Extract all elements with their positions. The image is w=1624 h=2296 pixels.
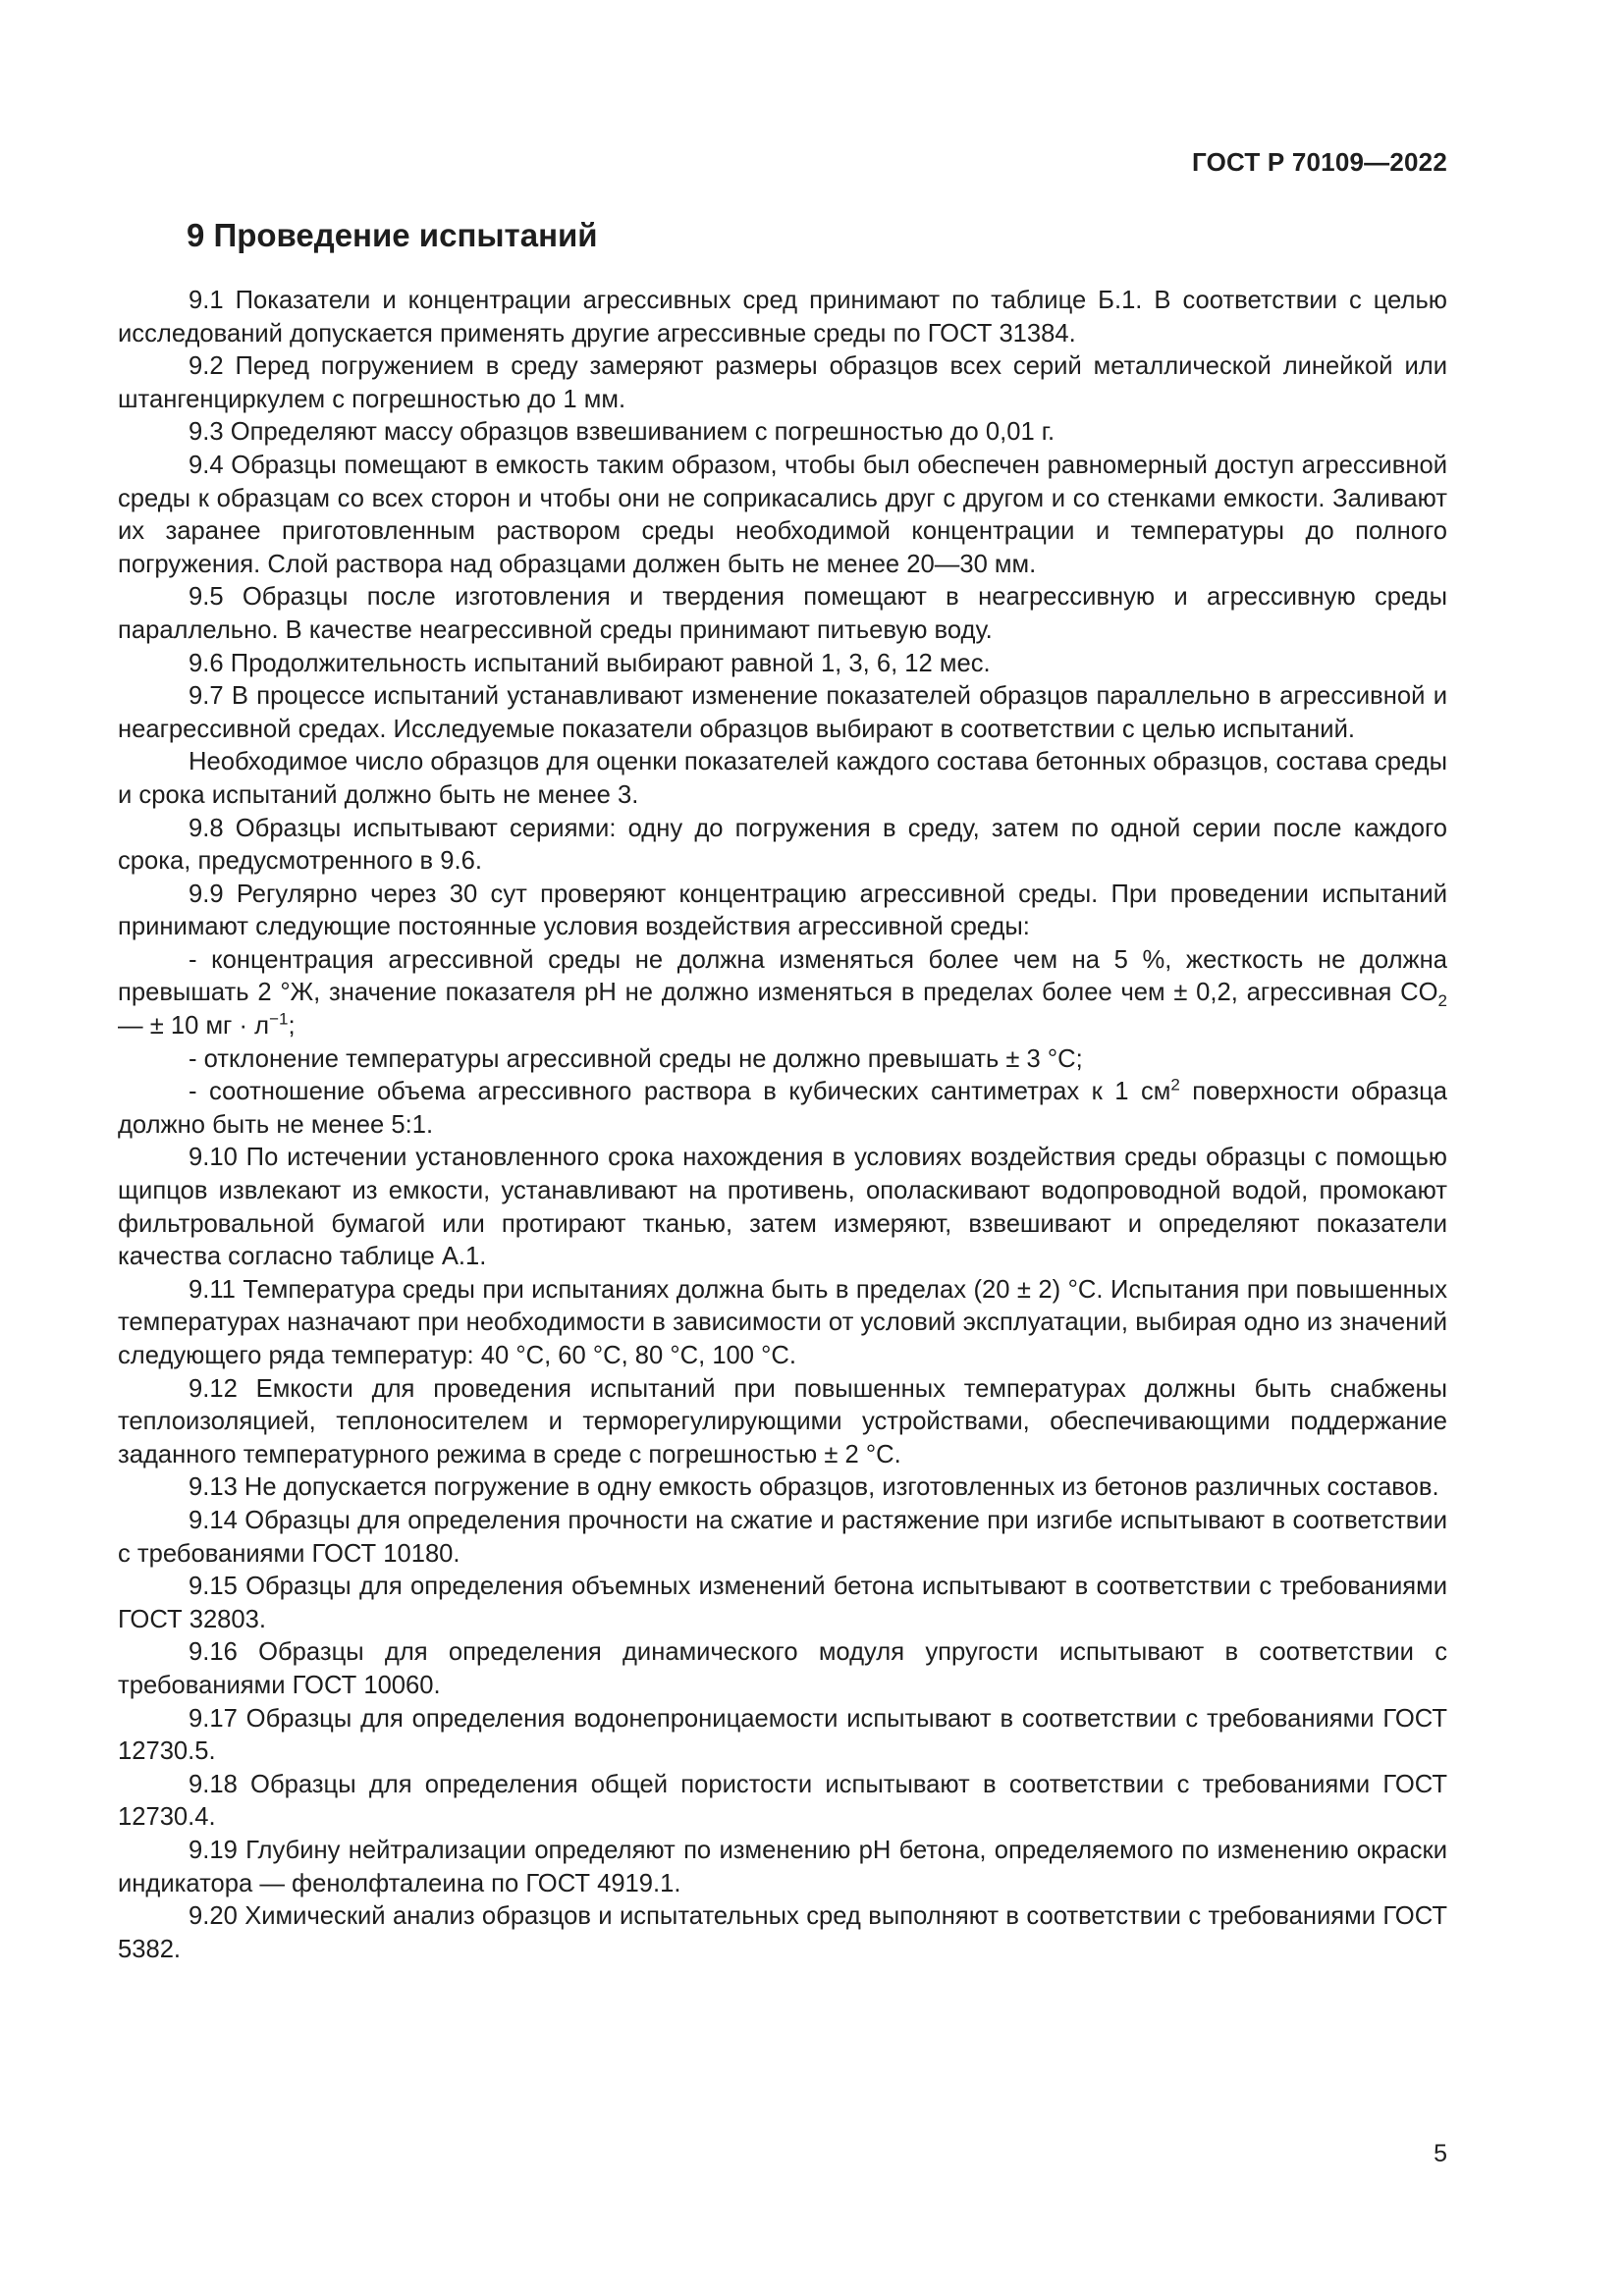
paragraph-9-11: 9.11 Температура среды при испытаниях должна быть в пределах (20 ± 2) °С. Испытания при повышенных температурах назначают при необходимости в зависимости от условий эксплуатации, выбирая одно из значений следующего ряда температур: 40 °С, 60 °С, 80 °С, 100 °С. [118, 1275, 1447, 1369]
paragraph-9-8: 9.8 Образцы испытывают сериями: одну до погружения в среду, затем по одной серии после каждого срока, предусмотренного в 9.6. [118, 814, 1447, 876]
paragraph-9-13: 9.13 Не допускается погружение в одну емкость образцов, изготовленных из бетонов различных составов. [189, 1473, 1439, 1502]
superscript: 2 [1170, 1075, 1180, 1095]
document-header-id: ГОСТ Р 70109—2022 [1192, 147, 1447, 177]
paragraph-9-12: 9.12 Емкости для проведения испытаний при повышенных температурах должны быть снабжены теплоизоляцией, теплоносителем и терморегулирующими устройствами, обеспечивающими поддержание заданного температурного режима в среде с погрешностью ± 2 °С. [118, 1374, 1447, 1468]
paragraph-9-7-continuation: Необходимое число образцов для оценки показателей каждого состава бетонных образцов, состава среды и срока испытаний должно быть не менее 3. [118, 748, 1448, 809]
page-number: 5 [1434, 2140, 1447, 2167]
list-item-text: - соотношение объема агрессивного раствора в кубических сантиметрах к 1 см [189, 1078, 1171, 1106]
list-item-volume-ratio [118, 1076, 1447, 1142]
paragraph-9-19: 9.19 Глубину нейтрализации определяют по изменению pH бетона, определяемого по изменению окраски индикатора — фенолфталеина по ГОСТ 4919.1. [118, 1836, 1447, 1897]
list-item-text: - концентрация агрессивной среды не должна изменяться более чем на 5 %, жесткость не должна превышать 2 °Ж, значение показателя pH не должно изменяться в пределах более чем ± 0,2, агрессивная CO [118, 945, 1447, 1007]
paragraph-9-6: 9.6 Продолжительность испытаний выбирают равной 1, 3, 6, 12 мес. [189, 649, 991, 677]
paragraph-9-4: 9.4 Образцы помещают в емкость таким образом, чтобы был обеспечен равномерный доступ агрессивной среды к образцам со всех сторон и чтобы они не соприкасались друг с другом и со стенками емкости. Заливают их заранее приготовленным раствором среды необходимой концентрации и температуры до полного погружения. Слой раствора над образцами должен быть не менее 20—30 мм. [118, 451, 1447, 578]
paragraph-9-3: 9.3 Определяют массу образцов взвешиванием с погрешностью до 0,01 г. [189, 418, 1056, 447]
paragraph-9-20: 9.20 Химический анализ образцов и испытательных сред выполняют в соответствии с требованиями ГОСТ 5382. [118, 1902, 1447, 1963]
superscript: −1 [269, 1009, 289, 1029]
paragraph-9-16: 9.16 Образцы для определения динамического модуля упругости испытывают в соответствии с требованиями ГОСТ 10060. [118, 1638, 1447, 1699]
list-item-text: поверхности образца должно быть не менее 5:1. [118, 1078, 1447, 1139]
subscript: 2 [1437, 991, 1447, 1011]
paragraph-9-9: 9.9 Регулярно через 30 сут проверяют концентрацию агрессивной среды. При проведении испытаний принимают следующие постоянные условия воздействия агрессивной среды: [118, 880, 1447, 941]
paragraph-9-10: 9.10 По истечении установленного срока нахождения в условиях воздействия среды образцы с помощью щипцов извлекают из емкости, устанавливают на противень, ополаскивают водопроводной водой, промокают фильтровальной бумагой или протирают тканью, затем измеряют, взвешивают и определяют показатели качества согласно таблице А.1. [118, 1144, 1447, 1271]
paragraph-9-14: 9.14 Образцы для определения прочности на сжатие и растяжение при изгибе испытывают в соответствии с требованиями ГОСТ 10180. [118, 1506, 1447, 1568]
paragraph-9-15: 9.15 Образцы для определения объемных изменений бетона испытывают в соответствии с требованиями ГОСТ 32803. [118, 1573, 1447, 1633]
list-item-text: — ± 10 мг · л [118, 1012, 270, 1041]
section-title: 9 Проведение испытаний [187, 217, 598, 253]
paragraph-9-18: 9.18 Образцы для определения общей пористости испытывают в соответствии с требованиями ГОСТ 12730.4. [118, 1770, 1447, 1832]
paragraph-9-2: 9.2 Перед погружением в среду замеряют размеры образцов всех серий металлической линейкой или штангенциркулем с погрешностью до 1 мм. [118, 352, 1447, 413]
paragraph-9-5: 9.5 Образцы после изготовления и твердения помещают в неагрессивную и агрессивную среды параллельно. В качестве неагрессивной среды принимают питьевую воду. [118, 583, 1447, 644]
list-item-concentration [118, 944, 1447, 1043]
paragraph-9-1: 9.1 Показатели и концентрации агрессивных сред принимают по таблице Б.1. В соответствии с целью исследований допускается применять другие агрессивные среды по ГОСТ 31384. [118, 287, 1447, 347]
list-item-temperature: - отклонение температуры агрессивной среды не должно превышать ± 3 °С; [189, 1044, 1083, 1073]
paragraph-9-17: 9.17 Образцы для определения водонепроницаемости испытывают в соответствии с требованиями ГОСТ 12730.5. [118, 1704, 1447, 1766]
document-body [118, 216, 1447, 1966]
list-item-text: ; [288, 1012, 296, 1041]
paragraph-9-7: 9.7 В процессе испытаний устанавливают изменение показателей образцов параллельно в агрессивной и неагрессивной средах. Исследуемые показатели образцов выбирают в соответствии с целью испытаний. [118, 682, 1447, 743]
